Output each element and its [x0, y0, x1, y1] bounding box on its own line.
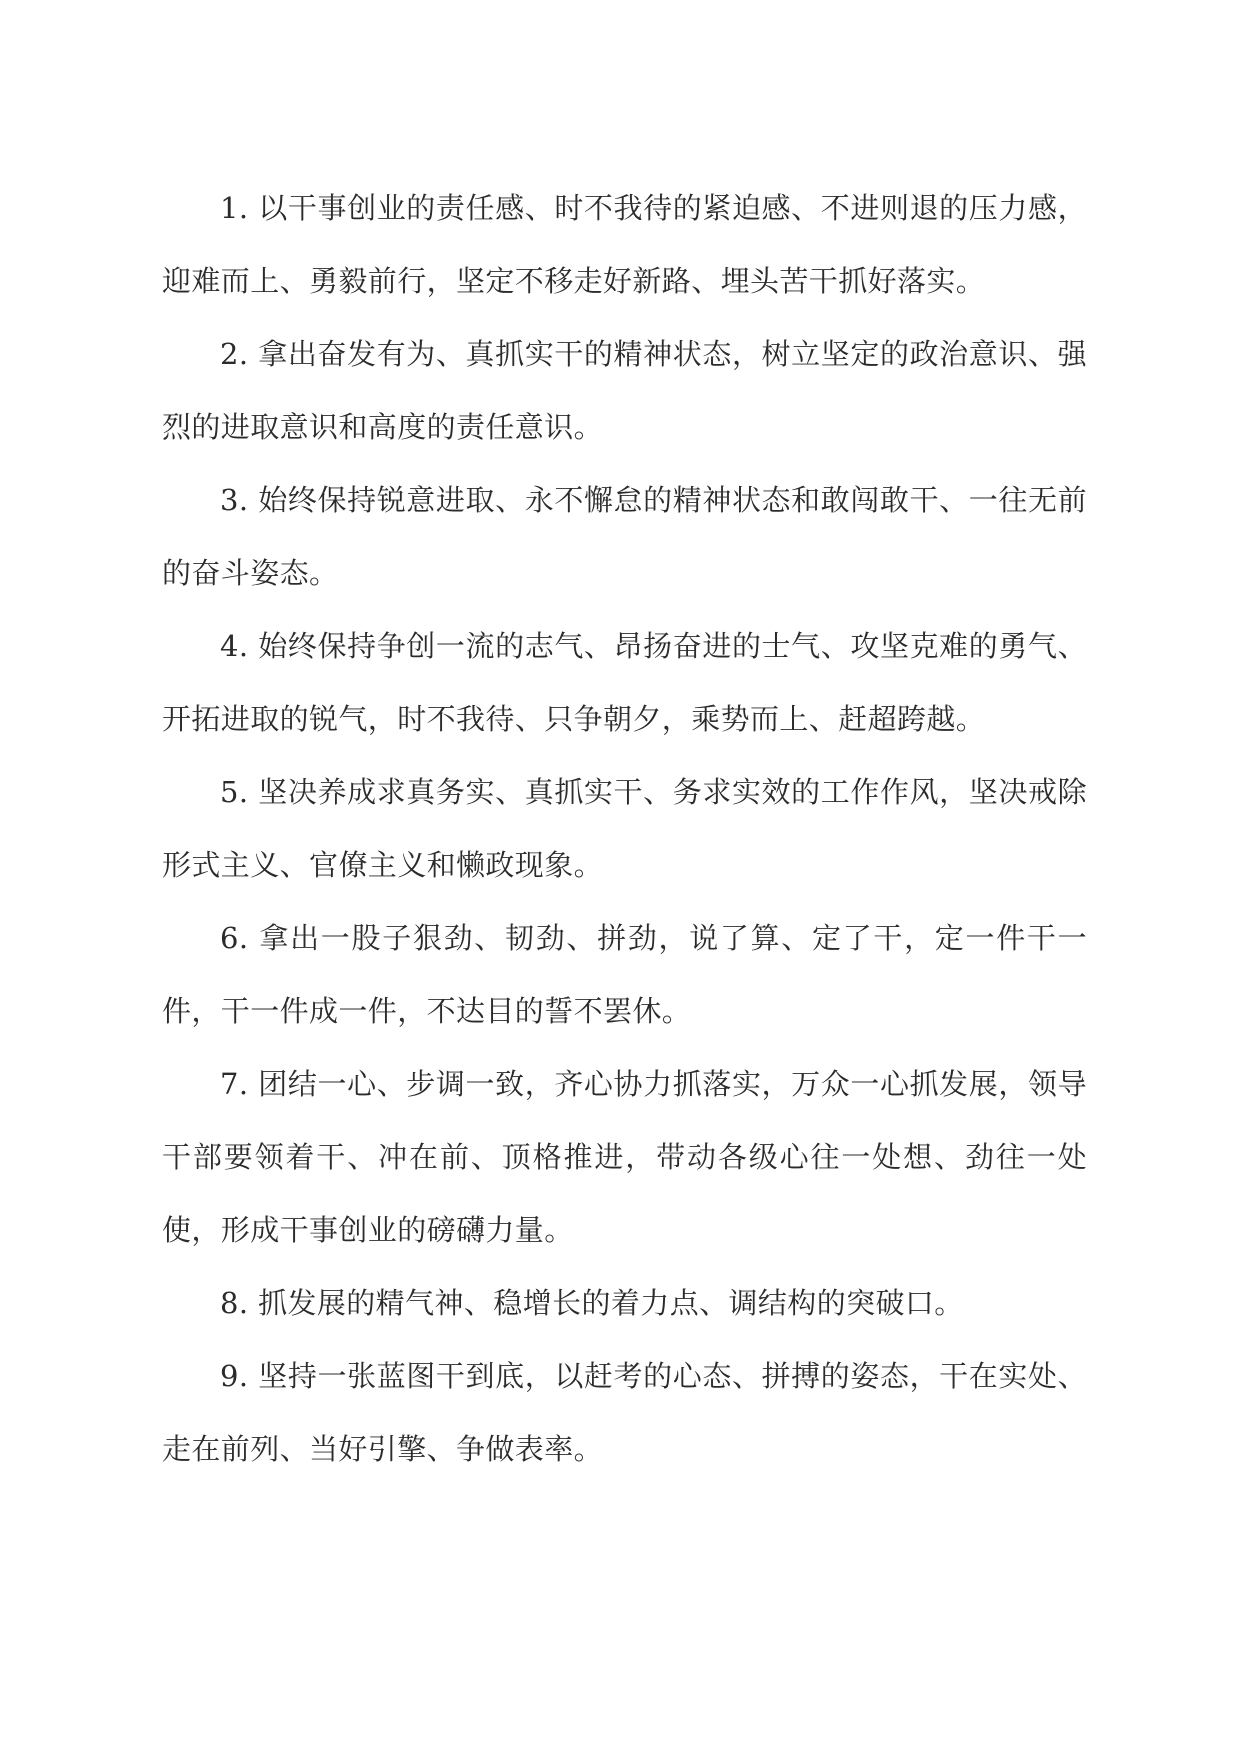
paragraph-1: 1. 以干事创业的责任感、时不我待的紧迫感、不进则退的压力感，迎难而上、勇毅前行，坚定不移走好新路、埋头苦干抓好落实。 [162, 191, 1087, 298]
paragraph-5: 5. 坚决养成求真务实、真抓实干、务求实效的工作作风，坚决戒除形式主义、官僚主义和懒政现象。 [162, 775, 1087, 882]
paragraph-2: 2. 拿出奋发有为、真抓实干的精神状态，树立坚定的政治意识、强烈的进取意识和高度的责任意识。 [162, 337, 1087, 444]
paragraph-9: 9. 坚持一张蓝图干到底，以赶考的心态、拼搏的姿态，干在实处、走在前列、当好引擎、争做表率。 [162, 1359, 1087, 1466]
paragraph-6: 6. 拿出一股子狠劲、韧劲、拼劲，说了算、定了干，定一件干一件，干一件成一件，不达目的誓不罢休。 [162, 921, 1087, 1028]
paragraph-4: 4. 始终保持争创一流的志气、昂扬奋进的士气、攻坚克难的勇气、开拓进取的锐气，时不我待、只争朝夕，乘势而上、赶超跨越。 [162, 629, 1087, 736]
paragraph-7: 7. 团结一心、步调一致，齐心协力抓落实，万众一心抓发展，领导干部要领着干、冲在前、顶格推进，带动各级心往一处想、劲往一处使，形成干事创业的磅礴力量。 [162, 1067, 1087, 1247]
document-body [162, 172, 1087, 1486]
paragraph-8: 8. 抓发展的精气神、稳增长的着力点、调结构的突破口。 [220, 1286, 964, 1320]
paragraph-3: 3. 始终保持锐意进取、永不懈怠的精神状态和敢闯敢干、一往无前的奋斗姿态。 [162, 483, 1087, 590]
